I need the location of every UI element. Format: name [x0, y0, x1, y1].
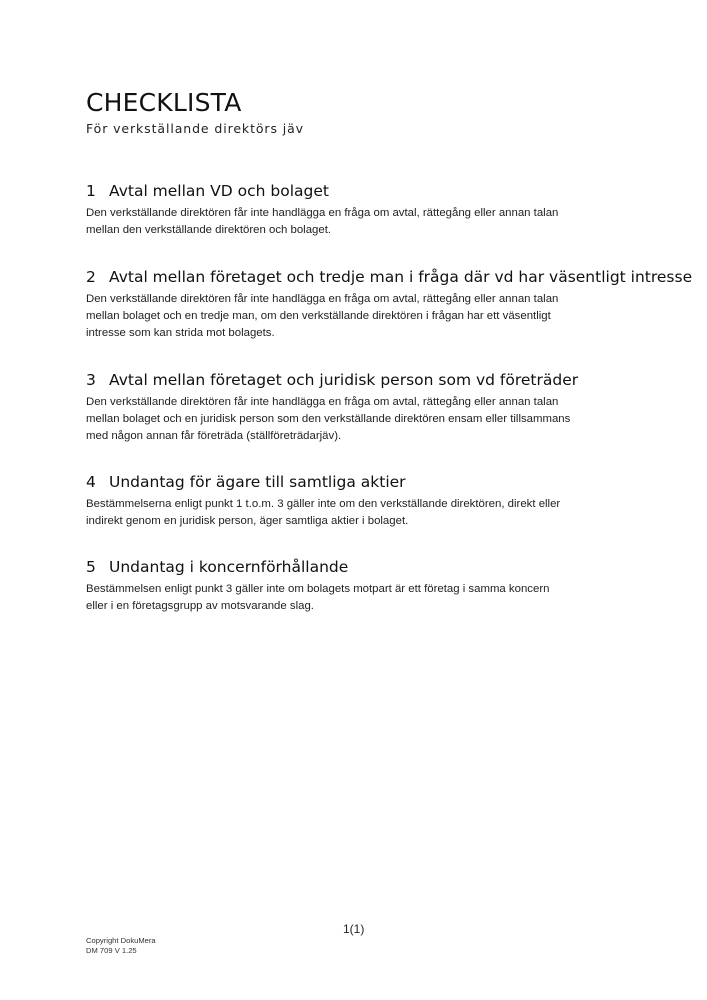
body-line: mellan bolaget och en tredje man, om den verkställande direktören i frågan har ett väsentligt — [86, 310, 551, 322]
section-2 — [86, 267, 693, 342]
section-heading — [86, 267, 693, 287]
body-line: indirekt genom en juridisk person, äger samtliga aktier i bolaget. — [86, 515, 409, 527]
section-5 — [86, 557, 626, 615]
section-number: 2 — [86, 268, 96, 286]
section-heading — [86, 472, 626, 492]
section-heading — [86, 557, 626, 577]
section-title: Avtal mellan företaget och tredje man i fråga där vd har väsentligt intresse — [109, 268, 693, 286]
body-line: mellan bolaget och en juridisk person som den verkställande direktören ensam eller tillsammans — [86, 413, 571, 425]
section-3 — [86, 370, 626, 445]
body-line: Den verkställande direktören får inte handlägga en fråga om avtal, rättegång eller annan talan — [86, 207, 559, 219]
body-line: mellan den verkställande direktören och bolaget. — [86, 224, 332, 236]
body-line: eller i en företagsgrupp av motsvarande slag. — [86, 600, 314, 612]
section-1 — [86, 181, 626, 239]
section-body — [86, 394, 626, 445]
section-title: Undantag för ägare till samtliga aktier — [109, 473, 406, 491]
section-number: 1 — [86, 182, 96, 200]
body-line: Bestämmelserna enligt punkt 1 t.o.m. 3 gäller inte om den verkställande direktören, direkt eller — [86, 498, 561, 510]
body-line: intresse som kan strida mot bolagets. — [86, 327, 275, 339]
section-body — [86, 205, 626, 239]
body-line: Bestämmelsen enligt punkt 3 gäller inte om bolagets motpart är ett företag i samma koncern — [86, 583, 550, 595]
copyright-text: Copyright DokuMera — [86, 936, 156, 945]
section-body — [86, 291, 626, 342]
section-heading — [86, 370, 626, 390]
document-title: CHECKLISTA — [86, 88, 242, 117]
section-4 — [86, 472, 626, 530]
body-line: Den verkställande direktören får inte handlägga en fråga om avtal, rättegång eller annan talan — [86, 293, 559, 305]
section-title: Undantag i koncernförhållande — [109, 558, 349, 576]
section-number: 3 — [86, 371, 96, 389]
body-line: Den verkställande direktören får inte handlägga en fråga om avtal, rättegång eller annan talan — [86, 396, 559, 408]
section-body — [86, 581, 626, 615]
section-heading — [86, 181, 626, 201]
section-number: 4 — [86, 473, 96, 491]
version-text: DM 709 V 1.25 — [86, 946, 137, 955]
section-title: Avtal mellan företaget och juridisk person som vd företräder — [109, 371, 579, 389]
section-number: 5 — [86, 558, 96, 576]
page-number: 1(1) — [343, 922, 365, 936]
footer — [86, 936, 156, 956]
section-title: Avtal mellan VD och bolaget — [109, 182, 329, 200]
section-body — [86, 496, 626, 530]
body-line: med någon annan får företräda (ställföreträdarjäv). — [86, 430, 342, 442]
document-subtitle: För verkställande direktörs jäv — [86, 121, 304, 136]
